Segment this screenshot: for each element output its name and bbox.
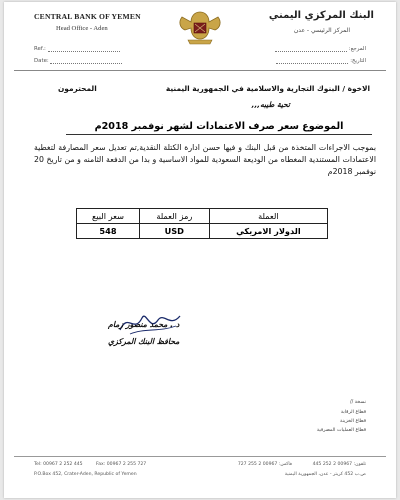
- copies-label: نسخة //: [349, 400, 366, 405]
- date-label-ar: التاريخ:: [350, 58, 366, 64]
- ref-label-ar: المرجع:: [348, 46, 366, 52]
- english-office-name: Head Office - Aden: [56, 25, 108, 32]
- header-rate: سعر البيع: [77, 209, 140, 224]
- cell-rate: 548: [77, 224, 140, 239]
- header-divider: [14, 70, 386, 71]
- ref-field-en: [34, 46, 120, 52]
- copy-item: قطاع الرقابة: [340, 410, 366, 415]
- subject-line: الموضوع سعر صرف الاعتمادات لشهر نوفمبر 2018م: [66, 121, 372, 135]
- ref-field-ar: [275, 46, 366, 52]
- ref-line-ar: [275, 46, 347, 52]
- english-bank-name: CENTRAL BANK OF YEMEN: [34, 12, 141, 21]
- greeting: تحية طيبه,,,: [251, 100, 290, 109]
- table-row: [77, 224, 328, 239]
- footer-divider: [14, 456, 386, 457]
- date-field-ar: [276, 58, 366, 64]
- arabic-bank-name: البنك المركزي اليمني: [268, 10, 374, 21]
- cell-code: USD: [139, 224, 209, 239]
- date-line-en: [50, 58, 122, 64]
- honorific: المحترمون: [58, 84, 97, 93]
- table-header-row: [77, 209, 328, 224]
- footer-address-en: P.O.Box 452, Crater-Aden, Republic of Yemen: [34, 472, 137, 477]
- header-currency: العملة: [209, 209, 327, 224]
- footer-address-ar: ص.ب 452 كريتر - عدن، الجمهورية اليمنية: [284, 472, 366, 477]
- signatory-title: محافظ البنك المركزي: [108, 337, 180, 346]
- ref-label-en: Ref.:: [34, 46, 46, 52]
- header-code: رمز العملة: [139, 209, 209, 224]
- eagle-emblem-icon: [172, 8, 228, 48]
- ref-line-en: [48, 46, 120, 52]
- date-label-en: Date:: [34, 58, 49, 64]
- signatory-name: د . محمد منصور زمام: [108, 320, 180, 329]
- footer-phone-en: Tel: 00967 2 252 445: [34, 462, 83, 467]
- cell-currency: الدولار الامريكي: [209, 224, 327, 239]
- footer-fax-ar: فاكس: 00967 2 255 727: [237, 462, 292, 467]
- body-paragraph: بموجب الاجراءات المتخذة من قبل البنك و فيها حسن ادارة الكتلة النقدية,تم تعديل سعر المصارفة لتغطية الاعتمادات المستندية المغطاه من الوديعة السعودية للمواد الاساسية و بدا من الدفعة الثامنه و من تاريخ 20 نوفمبر 2018م: [34, 143, 376, 176]
- copy-item: قطاع الخزينة: [340, 419, 366, 424]
- exchange-rate-table: [76, 208, 328, 239]
- date-field-en: [34, 58, 122, 64]
- arabic-office-name: المركز الرئيسي - عدن: [293, 27, 350, 34]
- salutation: الاخوة / البنوك التجارية والاسلامية في الجمهورية اليمنية: [165, 84, 370, 93]
- letter-page: [4, 2, 396, 498]
- footer-fax-en: Fax: 00967 2 255 727: [96, 462, 147, 467]
- copy-item: قطاع العمليات المصرفية: [316, 428, 366, 433]
- footer-phone-ar: تلفون: 00967 2 252 445: [312, 462, 366, 467]
- date-line-ar: [276, 58, 348, 64]
